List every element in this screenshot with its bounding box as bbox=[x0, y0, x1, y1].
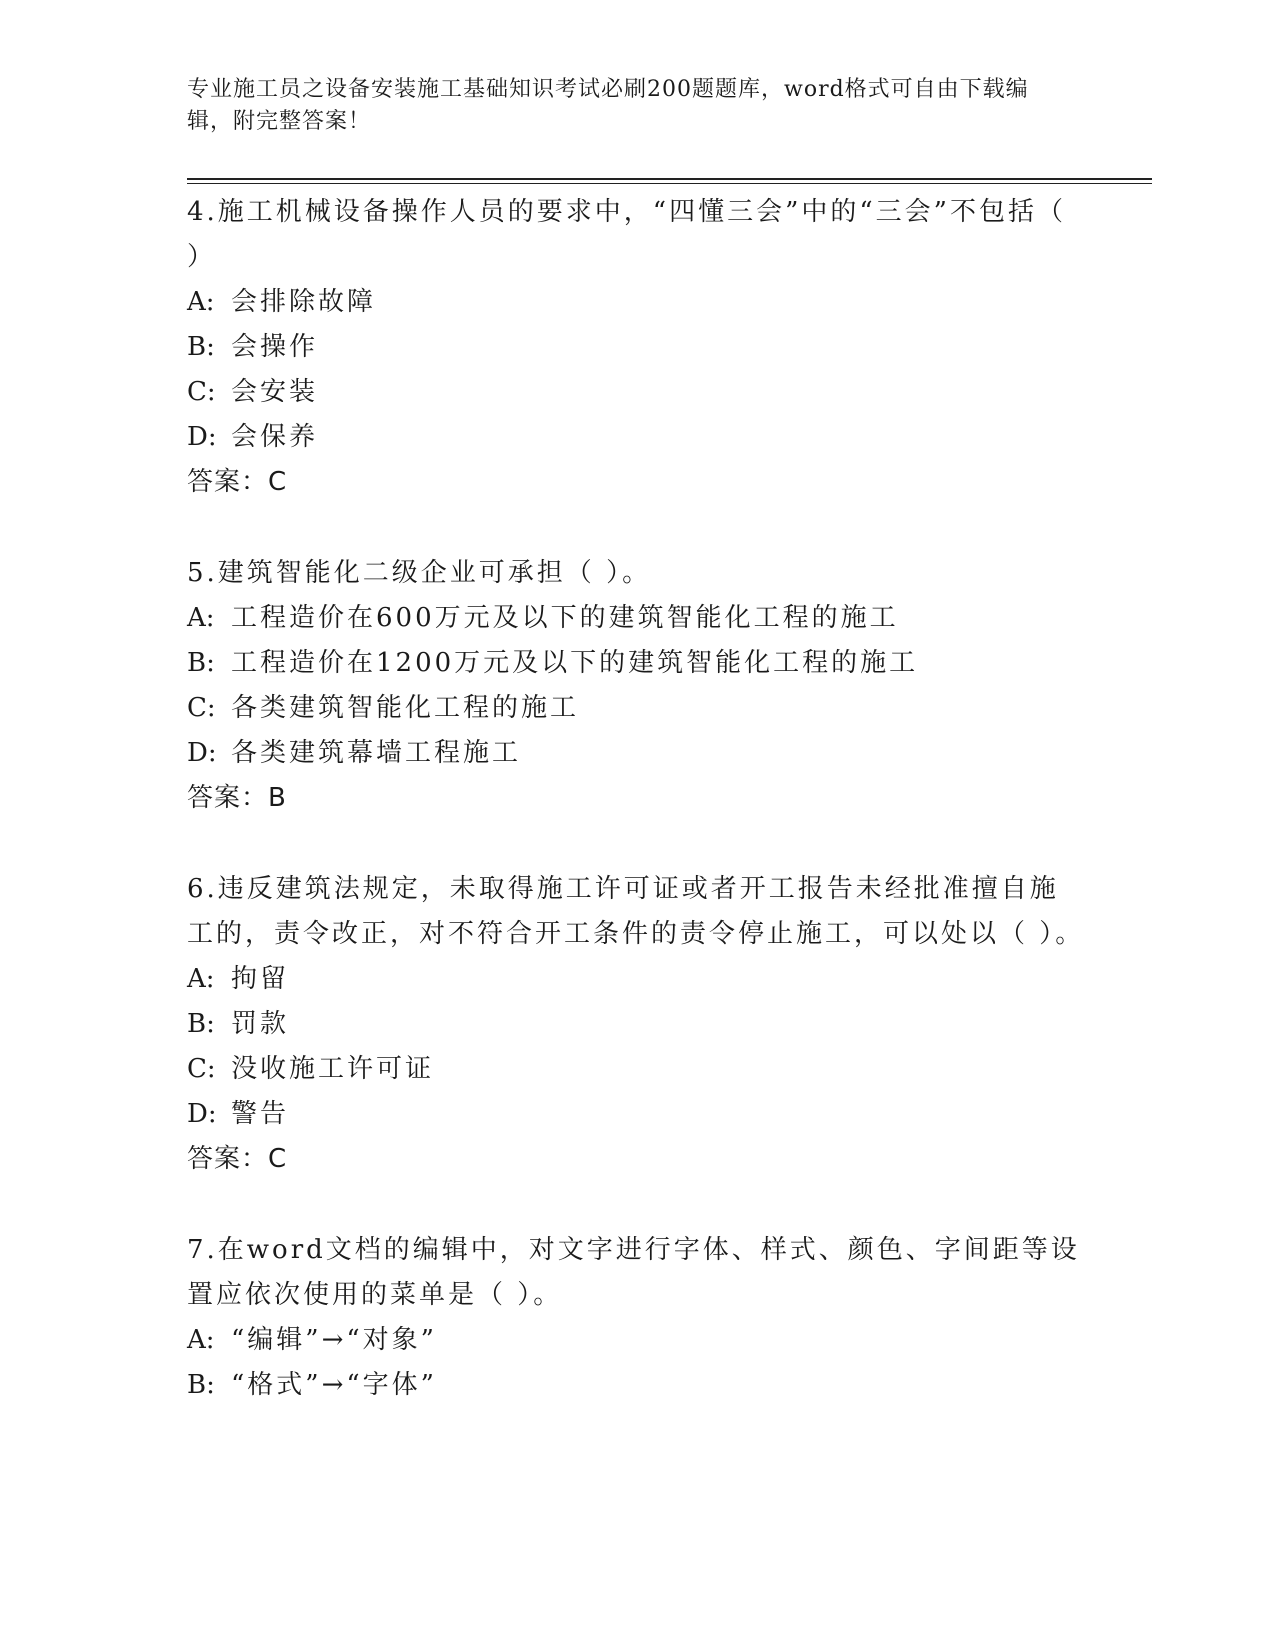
option-text: 各类建筑智能化工程的施工 bbox=[231, 693, 580, 723]
question-4 bbox=[187, 190, 1087, 505]
option-letter: A: bbox=[187, 1325, 215, 1355]
option-letter: B: bbox=[187, 1009, 215, 1039]
answer-label: 答案：C bbox=[187, 1144, 288, 1174]
option-d bbox=[187, 1092, 1087, 1137]
option-c bbox=[187, 686, 1087, 731]
option-text: 会排除故障 bbox=[231, 287, 377, 317]
header-divider bbox=[187, 178, 1152, 180]
option-d bbox=[187, 415, 1087, 460]
option-a bbox=[187, 280, 1087, 325]
question-5 bbox=[187, 551, 1087, 821]
question-text: 7.在word文档的编辑中，对文字进行字体、样式、颜色、字间距等设置应依次使用的菜单是（ ）。 bbox=[187, 1235, 1080, 1310]
option-b bbox=[187, 325, 1087, 370]
question-7 bbox=[187, 1228, 1087, 1408]
answer-label: 答案：C bbox=[187, 467, 288, 497]
option-text: 会操作 bbox=[231, 332, 319, 362]
option-text: 各类建筑幕墙工程施工 bbox=[231, 738, 522, 768]
option-a bbox=[187, 957, 1087, 1002]
question-text: 6.违反建筑法规定，未取得施工许可证或者开工报告未经批准擅自施工的，责令改正，对不符合开工条件的责令停止施工，可以处以（ ）。 bbox=[187, 874, 1085, 949]
option-letter: D: bbox=[187, 422, 217, 452]
question-6 bbox=[187, 867, 1087, 1182]
option-a bbox=[187, 596, 1087, 641]
option-letter: D: bbox=[187, 1099, 217, 1129]
option-letter: C: bbox=[187, 693, 216, 723]
option-text: 工程造价在600万元及以下的建筑智能化工程的施工 bbox=[231, 603, 899, 633]
question-text: 5.建筑智能化二级企业可承担（ ）。 bbox=[187, 558, 652, 588]
option-letter: C: bbox=[187, 1054, 216, 1084]
option-text: 工程造价在1200万元及以下的建筑智能化工程的施工 bbox=[231, 648, 919, 678]
answer-label: 答案：B bbox=[187, 783, 287, 813]
option-text: 会安装 bbox=[231, 377, 319, 407]
option-letter: B: bbox=[187, 1370, 215, 1400]
option-letter: A: bbox=[187, 964, 215, 994]
option-c bbox=[187, 1047, 1087, 1092]
option-d bbox=[187, 731, 1087, 776]
option-letter: C: bbox=[187, 377, 216, 407]
option-b bbox=[187, 1363, 1087, 1408]
document-header: 专业施工员之设备安装施工基础知识考试必刷200题题库，word格式可自由下载编辑，附完整答案！ bbox=[187, 77, 1029, 134]
option-b bbox=[187, 1002, 1087, 1047]
option-text: “编辑”→“对象” bbox=[231, 1325, 437, 1355]
option-b bbox=[187, 641, 1087, 686]
option-letter: B: bbox=[187, 332, 215, 362]
option-c bbox=[187, 370, 1087, 415]
option-letter: B: bbox=[187, 648, 215, 678]
option-letter: A: bbox=[187, 287, 215, 317]
option-text: 警告 bbox=[231, 1099, 290, 1129]
option-text: 没收施工许可证 bbox=[231, 1054, 435, 1084]
option-letter: D: bbox=[187, 738, 217, 768]
option-text: 罚款 bbox=[231, 1009, 290, 1039]
option-text: “格式”→“字体” bbox=[231, 1370, 437, 1400]
question-list bbox=[187, 190, 1087, 1454]
header-divider-thin bbox=[187, 183, 1152, 184]
option-a bbox=[187, 1318, 1087, 1363]
option-text: 拘留 bbox=[231, 964, 290, 994]
option-letter: A: bbox=[187, 603, 215, 633]
question-text: 4.施工机械设备操作人员的要求中，“四懂三会”中的“三会”不包括（ ） bbox=[187, 197, 1066, 272]
option-text: 会保养 bbox=[231, 422, 319, 452]
